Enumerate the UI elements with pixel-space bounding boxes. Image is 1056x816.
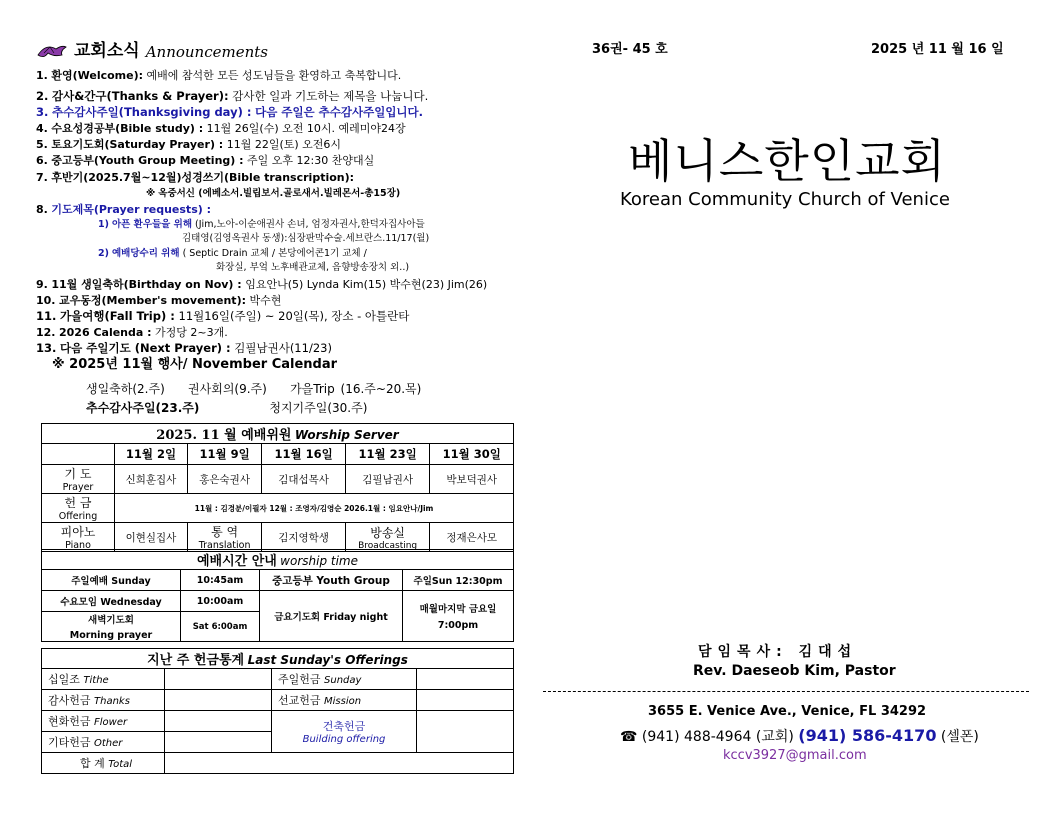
dawn-prayer-label: 새벽기도회 Morning prayer <box>42 612 181 642</box>
building-amount <box>417 711 514 753</box>
mission-amount <box>417 690 514 711</box>
volume-number: 36권- 45 호 <box>592 42 668 57</box>
date-cell: 11월 2일 <box>115 444 188 465</box>
worship-time-caption: 예배시간 안내 worship time <box>42 550 514 570</box>
title-ko: 교회소식 <box>74 41 140 61</box>
list-item: 2) 예배당수리 위해 ( Septic Drain 교체 / 본당에어콘1기 교체 / <box>98 248 367 259</box>
building-label: 건축헌금 Building offering <box>272 711 417 753</box>
list-item: 화장실, 부엌 노후배관교체, 음향방송장치 외..) <box>216 262 410 273</box>
sunday-service-time: 10:45am <box>181 570 260 591</box>
list-item: 12. 2026 Calenda : 가정당 2~3개. <box>36 326 228 339</box>
table-cell: 이현실집사 <box>115 523 188 552</box>
list-item: ※ 옥중서신 (에베소서.빌립보서.골로새서.빌레몬서-총15장) <box>146 188 401 199</box>
table-cell: 김필남권사 <box>345 465 430 494</box>
row-label-prayer: 기 도 Prayer <box>42 465 115 494</box>
date-cell: 11월 9일 <box>187 444 261 465</box>
total-label: 합 계 Total <box>42 753 165 774</box>
sunday-service-label: 주일예배 Sunday <box>42 570 181 591</box>
list-item: 13. 다음 주일기도 (Next Prayer) : 김필남권사(11/23) <box>36 341 332 355</box>
worship-server-caption: 2025. 11 월 예배위원 Worship Server <box>42 424 514 444</box>
calendar-title: ※ 2025년 11월 행사/ November Calendar <box>52 357 338 372</box>
tithe-label: 십일조 Tithe <box>42 669 165 690</box>
row-label-offering: 헌 금 Offering <box>42 494 115 523</box>
wednesday-label: 수요모임 Wednesday <box>42 591 181 612</box>
row-label-piano: 피아노 Piano <box>42 523 115 552</box>
list-item: 6. 중고등부(Youth Group Meeting) : 주일 오후 12:30 찬양대실 <box>36 154 375 167</box>
table-cell: 신희훈집사 <box>115 465 188 494</box>
announcements-header <box>36 36 268 61</box>
pastor-en: Rev. Daeseob Kim, Pastor <box>693 663 896 679</box>
offering-schedule: 11월 : 김경분/이필자 12월 : 조영자/김영순 2026.1월 : 임요안나/Jim <box>115 494 514 523</box>
tithe-amount <box>165 669 272 690</box>
mission-label: 선교헌금 Mission <box>272 690 417 711</box>
pastor-ko: 담임목사: 김대섭 <box>698 644 858 660</box>
table-cell: 정재은사모 <box>430 523 514 552</box>
church-email[interactable]: kccv3927@gmail.com <box>723 748 867 763</box>
church-name-ko: 베니스한인교회 <box>628 134 947 188</box>
list-item: 김태영(김영옥권사 동생):심장판막수술.세브란스.11/17(월) <box>182 233 430 244</box>
list-item: 7. 후반기(2025.7월~12월)성경쓰기(Bible transcription): <box>36 171 355 184</box>
list-item: 11. 가을여행(Fall Trip) : 11월16일(주일) ~ 20일(목), 장소 - 아틀란타 <box>36 309 410 323</box>
cell-phone: (941) 586-4170 <box>798 726 937 745</box>
list-item: 1. 환영(Welcome): 예배에 참석한 모든 성도님들을 환영하고 축복합니다. <box>36 69 402 82</box>
church-name-en: Korean Community Church of Venice <box>620 189 950 210</box>
offerings-table <box>41 648 514 774</box>
date-cell: 11월 16일 <box>262 444 346 465</box>
list-item: 5. 토요기도회(Saturday Prayer) : 11월 22일(토) 오전6시 <box>36 138 342 151</box>
thanks-label: 감사헌금 Thanks <box>42 690 165 711</box>
total-amount <box>165 753 514 774</box>
dove-icon <box>36 41 68 61</box>
last-friday-cell: 매월마지막 금요일 7:00pm <box>403 591 514 642</box>
sunday-offering-label: 주일헌금 Sunday <box>272 669 417 690</box>
other-amount <box>165 732 272 753</box>
table-cell: 박보덕권사 <box>430 465 514 494</box>
calendar-line-1: 생일축하(2.주) 권사회의(9.주) 가을Trip (16.주~20.목) <box>86 382 422 396</box>
youth-group-time: 주일Sun 12:30pm <box>403 570 514 591</box>
broadcasting-cell: 방송실 Broadcasting <box>345 523 430 552</box>
bulletin-date: 2025 년 11 월 16 일 <box>871 42 1004 57</box>
list-item: 1) 아픈 환우들을 위해 (Jim,노아-이순애권사 손녀, 엄정자권사,한덕자집사아들 <box>98 219 425 230</box>
list-item: 10. 교우동정(Member's movement): 박수현 <box>36 294 282 307</box>
flower-amount <box>165 711 272 732</box>
date-cell: 11월 30일 <box>430 444 514 465</box>
youth-group-label: 중고등부 Youth Group <box>260 570 403 591</box>
list-item: 4. 수요성경공부(Bible study) : 11월 26일(수) 오전 10시. 예레미야24장 <box>36 122 406 135</box>
church-phone: ☎ (941) 488-4964 (교회) (941) 586-4170 (셀폰) <box>620 726 979 745</box>
date-cell: 11월 23일 <box>345 444 430 465</box>
worship-server-table <box>41 423 514 552</box>
phone-icon: ☎ <box>620 729 638 745</box>
list-item: 2. 감사&간구(Thanks & Prayer): 감사한 일과 기도하는 제목을 나눕니다. <box>36 89 429 103</box>
calendar-line-2: 추수감사주일(23.주) 청지기주일(30.주) <box>86 401 368 415</box>
wednesday-time: 10:00am <box>181 591 260 612</box>
table-cell: 홍은숙권사 <box>187 465 261 494</box>
list-item: 8. 기도제목(Prayer requests) : <box>36 203 211 216</box>
table-cell: 김지영학생 <box>262 523 346 552</box>
title-en: Announcements <box>145 43 268 61</box>
offerings-caption: 지난 주 헌금통계 Last Sunday's Offerings <box>42 649 514 669</box>
dawn-prayer-time: Sat 6:00am <box>181 612 260 642</box>
other-label: 기타헌금 Other <box>42 732 165 753</box>
friday-prayer-label: 금요기도회 Friday night <box>260 591 403 642</box>
flower-label: 현화헌금 Flower <box>42 711 165 732</box>
translation-cell: 통 역 Translation <box>187 523 261 552</box>
list-item: 3. 추수감사주일(Thanksgiving day) : 다음 주일은 추수감사주일입니다. <box>36 105 424 119</box>
list-item: 9. 11월 생일축하(Birthday on Nov) : 임요안나(5) Lynda Kim(15) 박수현(23) Jim(26) <box>36 278 488 291</box>
divider <box>543 691 1029 692</box>
church-address: 3655 E. Venice Ave., Venice, FL 34292 <box>648 704 927 719</box>
worship-time-table <box>41 549 514 642</box>
thanks-amount <box>165 690 272 711</box>
table-cell: 김대섭목사 <box>262 465 346 494</box>
sunday-offering-amount <box>417 669 514 690</box>
